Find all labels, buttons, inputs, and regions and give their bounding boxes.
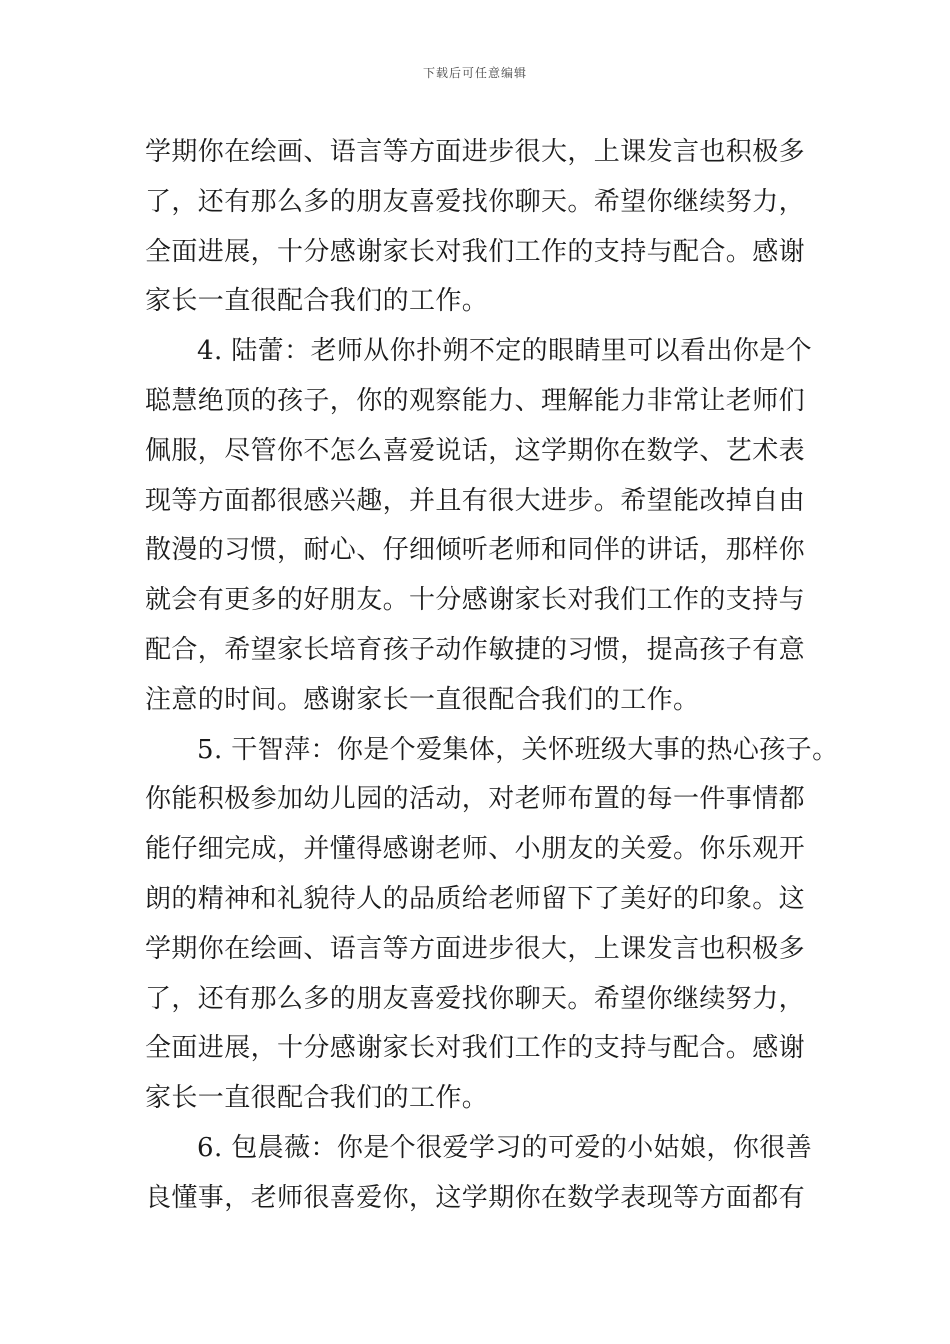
text-line: 了，还有那么多的朋友喜爱找你聊天。希望你继续努力， bbox=[145, 983, 806, 1014]
text-line: 现等方面都很感兴趣，并且有很大进步。希望能改掉自由 bbox=[145, 485, 806, 516]
text-line: 朗的精神和礼貌待人的品质给老师留下了美好的印象。这 bbox=[145, 883, 806, 914]
document-body bbox=[145, 128, 839, 1224]
paragraph-start-line: 5. 干智萍：你是个爱集体，关怀班级大事的热心孩子。 bbox=[197, 734, 839, 765]
text-line: 佩服，尽管你不怎么喜爱说话，这学期你在数学、艺术表 bbox=[145, 435, 806, 466]
text-line: 散漫的习惯，耐心、仔细倾听老师和同伴的讲话，那样你 bbox=[145, 535, 806, 566]
text-line: 家长一直很配合我们的工作。 bbox=[145, 1083, 489, 1114]
text-line: 能仔细完成，并懂得感谢老师、小朋友的关爱。你乐观开 bbox=[145, 834, 806, 865]
text-line: 了，还有那么多的朋友喜爱找你聊天。希望你继续努力， bbox=[145, 186, 806, 217]
text-line: 配合，希望家长培育孩子动作敏捷的习惯，提高孩子有意 bbox=[145, 634, 806, 665]
text-line: 家长一直很配合我们的工作。 bbox=[145, 286, 489, 317]
text-line: 你能积极参加幼儿园的活动，对老师布置的每一件事情都 bbox=[145, 784, 806, 815]
text-line: 就会有更多的好朋友。十分感谢家长对我们工作的支持与 bbox=[145, 585, 806, 616]
paragraph-start-line: 4. 陆蕾：老师从你扑朔不定的眼睛里可以看出你是个 bbox=[197, 336, 813, 367]
text-line: 学期你在绘画、语言等方面进步很大，上课发言也积极多 bbox=[145, 137, 806, 167]
text-line: 学期你在绘画、语言等方面进步很大，上课发言也积极多 bbox=[145, 933, 806, 964]
text-line: 全面进展，十分感谢家长对我们工作的支持与配合。感谢 bbox=[145, 236, 806, 267]
text-line: 全面进展，十分感谢家长对我们工作的支持与配合。感谢 bbox=[145, 1033, 806, 1064]
page-header: 下载后可任意编辑 bbox=[422, 66, 527, 80]
text-line: 良懂事，老师很喜爱你，这学期你在数学表现等方面都有 bbox=[145, 1182, 806, 1213]
text-line: 注意的时间。感谢家长一直很配合我们的工作。 bbox=[145, 684, 700, 715]
paragraph-start-line: 6. 包晨薇：你是个很爱学习的可爱的小姑娘，你很善 bbox=[197, 1132, 813, 1163]
text-line: 聪慧绝顶的孩子，你的观察能力、理解能力非常让老师们 bbox=[145, 385, 806, 416]
